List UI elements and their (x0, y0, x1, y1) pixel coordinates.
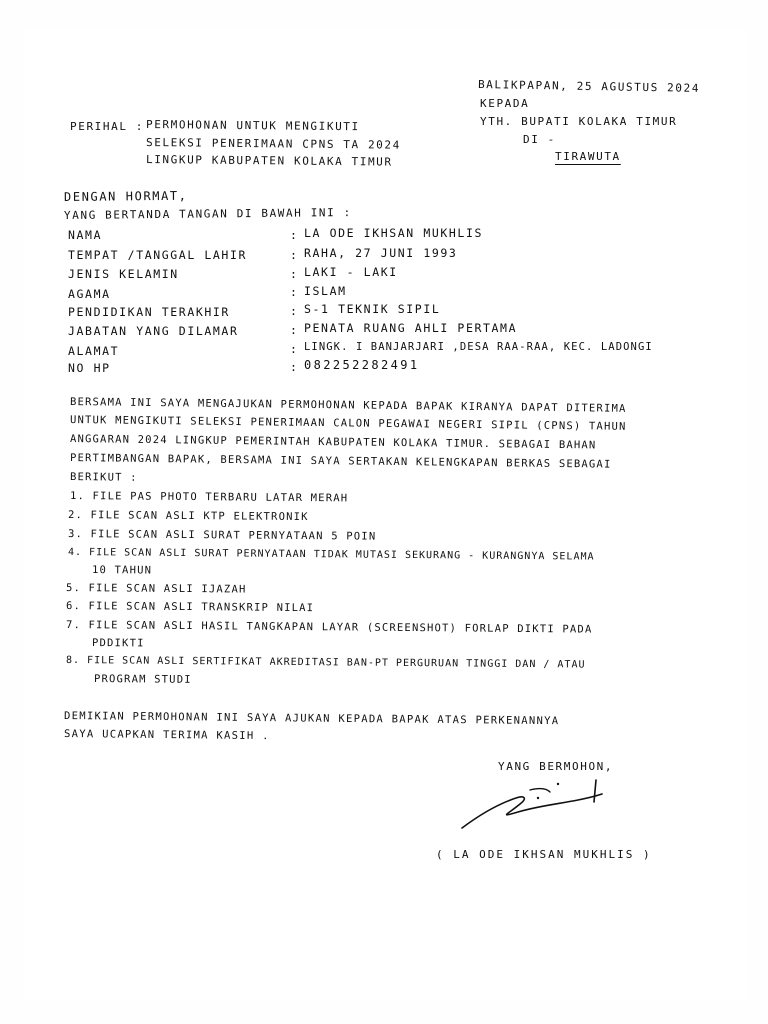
body-line: BERSAMA INI SAYA MENGAJUKAN PERMOHONAN KEPADA BAPAK KIRANYA DAPAT DITERIMA (69, 396, 627, 415)
field-label-no-hp: NO HP (68, 361, 111, 375)
body-line: PERTIMBANGAN BAPAK, BERSAMA INI SAYA SERTAKAN KELENGKAPAN BERKAS SEBAGAI (69, 452, 612, 471)
field-value-ttl: RAHA, 27 JUNI 1993 (304, 246, 458, 260)
field-value-no-hp: 082252282491 (304, 358, 420, 372)
perihal-line: SELEKSI PENERIMAAN CPNS TA 2024 (145, 136, 401, 152)
place-date: BALIKPAPAN, 25 AGUSTUS 2024 (477, 78, 701, 95)
perihal-label: PERIHAL : (70, 120, 145, 133)
list-item: 7. FILE SCAN ASLI HASIL TANGKAPAN LAYAR (SCREENSHOT) FORLAP DIKTI PADA (65, 619, 593, 636)
salutation: DENGAN HORMAT, (63, 188, 188, 204)
body-line: BERIKUT : (69, 471, 138, 484)
list-item: 3. FILE SCAN ASLI SURAT PERNYATAAN 5 POIN (67, 528, 377, 543)
kepada-label: KEPADA (480, 97, 530, 110)
closing-line: SAYA UCAPKAN TERIMA KASIH . (63, 728, 270, 743)
field-value-jabatan: PENATA RUANG AHLI PERTAMA (304, 321, 518, 335)
field-label-jenis-kelamin: JENIS KELAMIN (68, 267, 179, 281)
field-value-pendidikan: S-1 TEKNIK SIPIL (304, 302, 441, 316)
perihal-line: LINGKUP KABUPATEN KOLAKA TIMUR (145, 153, 393, 169)
body-line: ANGGARAN 2024 LINGKUP PEMERINTAH KABUPATEN KOLAKA TIMUR. SEBAGAI BAHAN (69, 433, 597, 452)
list-item: 5. FILE SCAN ASLI IJAZAH (65, 582, 247, 596)
field-colon: : (290, 267, 299, 281)
field-label-nama: NAMA (68, 228, 103, 242)
field-value-jenis-kelamin: LAKI - LAKI (304, 265, 398, 279)
list-item: 4. FILE SCAN ASLI SURAT PERNYATAAN TIDAK MUTASI SEKURANG - KURANGNYA SELAMA (67, 547, 595, 563)
perihal-line: PERMOHONAN UNTUK MENGIKUTI (145, 118, 360, 134)
body-line: UNTUK MENGIKUTI SELEKSI PENERIMAAN CALON PEGAWAI NEGERI SIPIL (CPNS) TAHUN (69, 414, 627, 433)
list-item: 8. FILE SCAN ASLI SERTIFIKAT AKREDITASI BAN-PT PERGURUAN TINGGI DAN / ATAU (65, 655, 586, 671)
field-label-agama: AGAMA (68, 287, 111, 301)
field-label-ttl: TEMPAT /TANGGAL LAHIR (68, 248, 247, 262)
di-label: DI - (523, 133, 556, 146)
list-item-continued: PROGRAM STUDI (93, 673, 192, 686)
field-label-jabatan: JABATAN YANG DILAMAR (68, 324, 239, 338)
field-colon: : (290, 248, 299, 262)
list-item: 1. FILE PAS PHOTO TERBARU LATAR MERAH (69, 490, 349, 505)
list-item-continued: PDDIKTI (91, 637, 145, 650)
list-item: 6. FILE SCAN ASLI TRANSKRIP NILAI (65, 600, 315, 615)
recipient: YTH. BUPATI KOLAKA TIMUR (480, 115, 678, 128)
recipient-location: TIRAWUTA (555, 150, 621, 163)
field-value-agama: ISLAM (304, 284, 347, 298)
field-colon: : (290, 228, 299, 242)
field-colon: : (290, 360, 299, 374)
signatory-name: ( LA ODE IKHSAN MUKHLIS ) (436, 848, 652, 861)
field-colon: : (290, 323, 299, 337)
field-value-alamat: LINGK. I BANJARJARI ,DESA RAA-RAA, KEC. LADONGI (304, 341, 653, 353)
closing-line: DEMIKIAN PERMOHONAN INI SAYA AJUKAN KEPADA BAPAK ATAS PERKENANNYA (63, 710, 560, 728)
list-item-continued: 10 TAHUN (91, 564, 153, 577)
list-item: 2. FILE SCAN ASLI KTP ELEKTRONIK (67, 509, 309, 524)
handwritten-signature (458, 776, 618, 836)
yang-bermohon-label: YANG BERMOHON, (498, 760, 614, 773)
field-colon: : (290, 285, 299, 299)
field-label-alamat: ALAMAT (68, 344, 120, 358)
field-colon: : (290, 342, 299, 356)
field-value-nama: LA ODE IKHSAN MUKHLIS (304, 226, 483, 240)
field-colon: : (290, 304, 299, 318)
field-label-pendidikan: PENDIDIKAN TERAKHIR (68, 305, 230, 319)
intro-line: YANG BERTANDA TANGAN DI BAWAH INI : (63, 205, 352, 222)
